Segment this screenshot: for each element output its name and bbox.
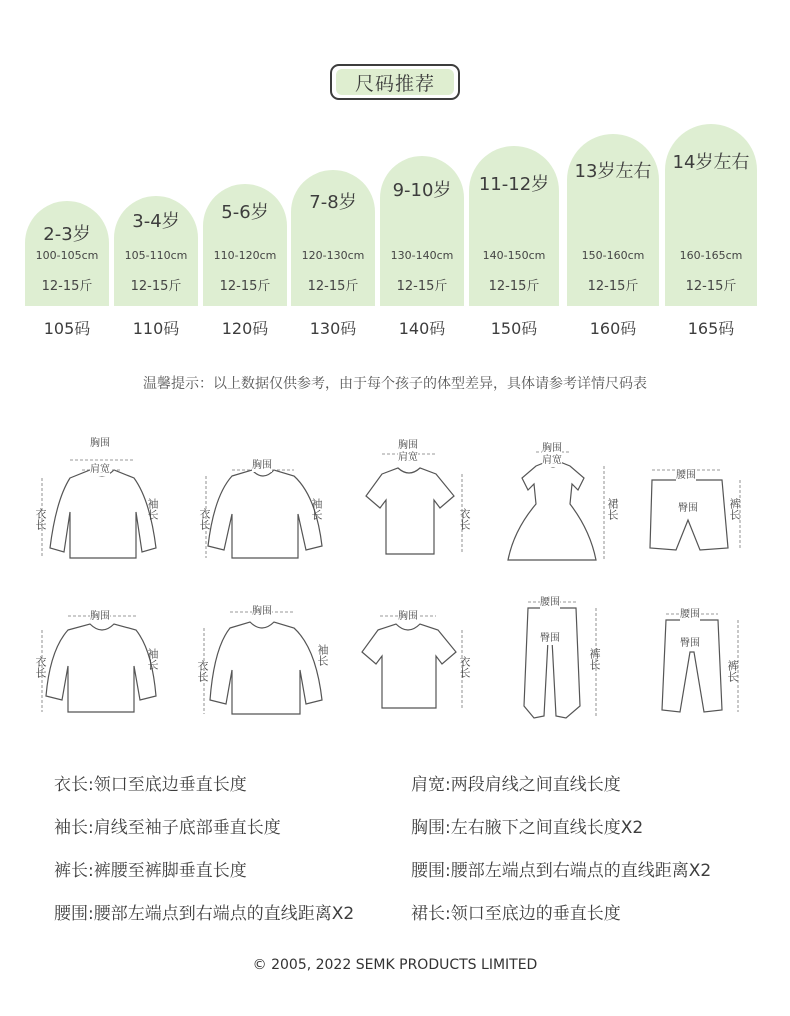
shorts-icon	[650, 480, 728, 550]
label-length-3: 衣长	[458, 508, 471, 530]
size-age: 13岁左右	[574, 161, 652, 182]
size-weight: 12-15斤	[130, 279, 182, 294]
definition-length: 衣长:领口至底边垂直长度	[54, 775, 247, 795]
size-code: 150码	[490, 319, 538, 338]
size-code: 130码	[309, 319, 357, 338]
definition-waist-right: 腰围:腰部左端点到右端点的直线距离X2	[411, 861, 712, 881]
size-arch	[203, 184, 287, 306]
raglan-tee-icon	[46, 624, 159, 712]
label-waist-5: 腰围	[676, 470, 696, 481]
label-waist-10: 腰围	[680, 609, 700, 620]
label-sleeve-7: 袖长	[316, 644, 329, 666]
size-arch	[665, 124, 757, 306]
dress-icon	[508, 462, 596, 560]
label-hip-5: 臀围	[678, 503, 698, 514]
raglan-sweater-icon	[208, 470, 322, 558]
definition-skirt: 裙长:领口至底边的垂直长度	[411, 904, 621, 924]
size-age: 9-10岁	[392, 180, 452, 201]
title-text: 尺码推荐	[336, 69, 454, 95]
label-length-1: 衣长	[34, 508, 47, 530]
size-tip: 温馨提示：以上数据仅供参考，由于每个孩子的体型差异，具体请参考详情尺码表	[143, 376, 647, 392]
definition-pants: 裤长:裤腰至裤脚垂直长度	[54, 861, 247, 881]
copyright-footer: © 2005, 2022 SEMK PRODUCTS LIMITED	[252, 957, 538, 973]
size-age: 3-4岁	[132, 211, 180, 232]
size-arch	[380, 156, 464, 306]
jogger-pants-icon	[524, 608, 580, 718]
size-age: 7-8岁	[309, 192, 357, 213]
label-length-8: 衣长	[458, 656, 471, 678]
label-pants-10: 裤长	[726, 660, 739, 682]
leggings-icon	[662, 620, 722, 712]
size-height-range: 140-150cm	[482, 249, 546, 262]
size-height-range: 105-110cm	[124, 249, 188, 262]
long-sleeve-tee-icon	[50, 470, 159, 558]
definition-chest: 胸围:左右腋下之间直线长度X2	[411, 818, 644, 838]
size-weight: 12-15斤	[41, 279, 93, 294]
raglan-short-tee-icon	[362, 624, 456, 708]
definition-sleeve: 袖长:肩线至袖子底部垂直长度	[54, 818, 281, 838]
size-code: 140码	[398, 319, 446, 338]
size-age: 14岁左右	[672, 152, 750, 173]
label-length-7: 衣长	[196, 660, 209, 682]
label-chest-8: 胸围	[398, 611, 418, 622]
size-weight: 12-15斤	[307, 279, 359, 294]
definition-shoulder: 肩宽:两段肩线之间直线长度	[411, 775, 621, 795]
size-weight: 12-15斤	[219, 279, 271, 294]
size-height-range: 100-105cm	[35, 249, 99, 262]
label-sleeve-1: 袖长	[146, 498, 159, 520]
size-arch	[114, 196, 198, 306]
size-weight: 12-15斤	[685, 279, 737, 294]
size-code: 110码	[132, 319, 180, 338]
size-code: 160码	[589, 319, 637, 338]
label-skirt-4: 裙长	[606, 498, 619, 520]
size-age: 5-6岁	[221, 202, 269, 223]
label-sleeve-2: 袖长	[310, 498, 323, 520]
size-weight: 12-15斤	[396, 279, 448, 294]
label-chest-2: 胸围	[252, 460, 272, 471]
size-age: 2-3岁	[43, 224, 91, 245]
size-weight: 12-15斤	[587, 279, 639, 294]
label-hip-9: 臀围	[540, 633, 560, 644]
size-arch	[567, 134, 659, 306]
label-length-2: 衣长	[198, 508, 211, 530]
sweatshirt-icon	[210, 622, 322, 714]
size-code: 165码	[687, 319, 735, 338]
size-arch	[291, 170, 375, 306]
label-shoulder-1: 肩宽	[90, 464, 110, 475]
size-height-range: 110-120cm	[213, 249, 277, 262]
label-chest-7: 胸围	[252, 606, 272, 617]
size-recommend-title	[330, 64, 460, 100]
size-height-range: 130-140cm	[390, 249, 454, 262]
size-code: 120码	[221, 319, 269, 338]
label-pants-5: 裤长	[728, 498, 741, 520]
label-shoulder-4: 肩宽	[542, 455, 562, 466]
label-chest-3: 胸围	[398, 440, 418, 451]
size-height-range: 160-165cm	[679, 249, 743, 262]
size-arch	[469, 146, 559, 306]
size-arch	[25, 201, 109, 306]
label-chest-6: 胸围	[90, 611, 110, 622]
label-shoulder-3: 肩宽	[398, 452, 418, 463]
size-height-range: 120-130cm	[301, 249, 365, 262]
label-hip-10: 臀围	[680, 638, 700, 649]
label-waist-9: 腰围	[540, 597, 560, 608]
short-sleeve-tee-icon	[366, 468, 454, 554]
size-code: 105码	[43, 319, 91, 338]
definition-waist-left: 腰围:腰部左端点到右端点的直线距离X2	[54, 904, 355, 924]
garment-diagrams	[0, 430, 790, 730]
label-length-6: 衣长	[34, 656, 47, 678]
size-weight: 12-15斤	[488, 279, 540, 294]
size-age: 11-12岁	[478, 174, 550, 195]
label-chest-4: 胸围	[542, 443, 562, 454]
label-pants-9: 裤长	[588, 648, 601, 670]
label-chest-1: 胸围	[90, 438, 110, 449]
size-height-range: 150-160cm	[581, 249, 645, 262]
label-sleeve-6: 袖长	[146, 648, 159, 670]
